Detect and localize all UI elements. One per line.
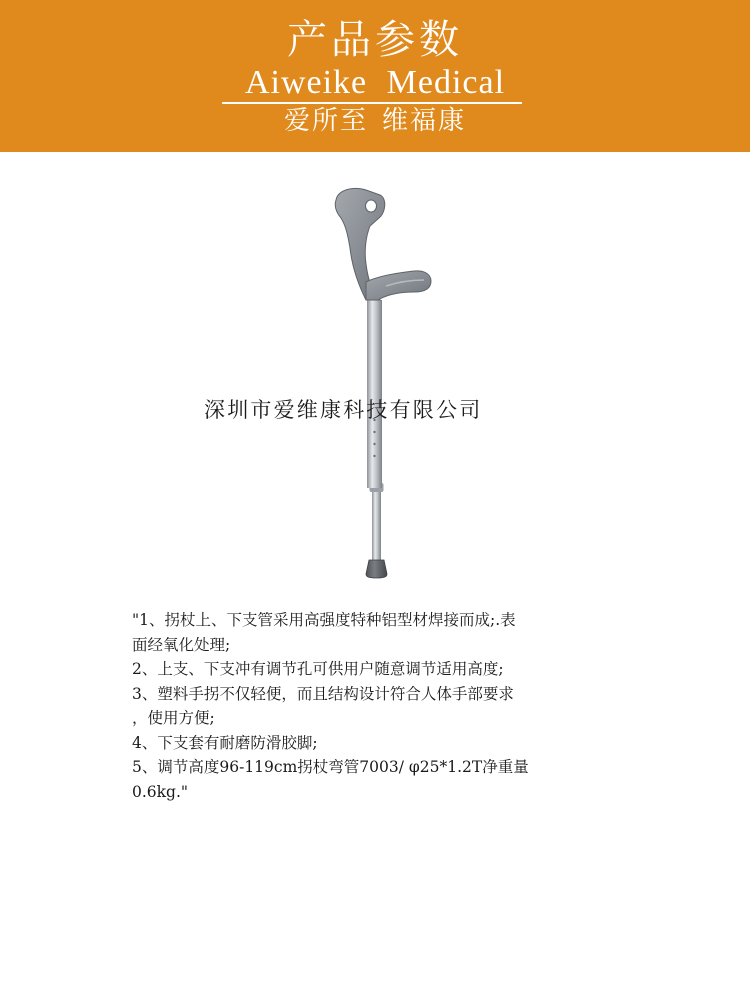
description-line: 4、下支套有耐磨防滑胶脚; [132,733,318,752]
slogan-left: 爱所至 [283,106,368,136]
crutch-rubber-tip [366,560,387,578]
description-line: 3、塑料手拐不仅轻便，而且结构设计符合人体手部要求 [132,684,514,703]
crutch-lower-tube [372,488,381,564]
description-line: 0.6kg." [132,782,189,801]
page-title: 产品参数 [287,17,463,63]
slogan-right: 维福康 [382,106,467,136]
description-line: 2、上支、下支冲有调节孔可供用户随意调节适用高度; [132,660,504,678]
crutch-upper-tube [367,300,382,488]
crutch-hand-grip [366,271,431,300]
description-line: 5、调节高度96-119cm拐杖弯管7003/ φ25*1.2T净重量 [132,758,529,776]
description-line: "1、拐杖上、下支管采用高强度特种铝型材焊接而成;.表 [132,611,516,629]
company-name: 深圳市爱维康科技有限公司 [204,398,483,422]
description-line: ，使用方便; [132,709,215,727]
product-description [132,608,612,804]
description-line: 面经氧化处理; [132,635,231,654]
brand-name: Aiweike Medical [244,64,506,101]
